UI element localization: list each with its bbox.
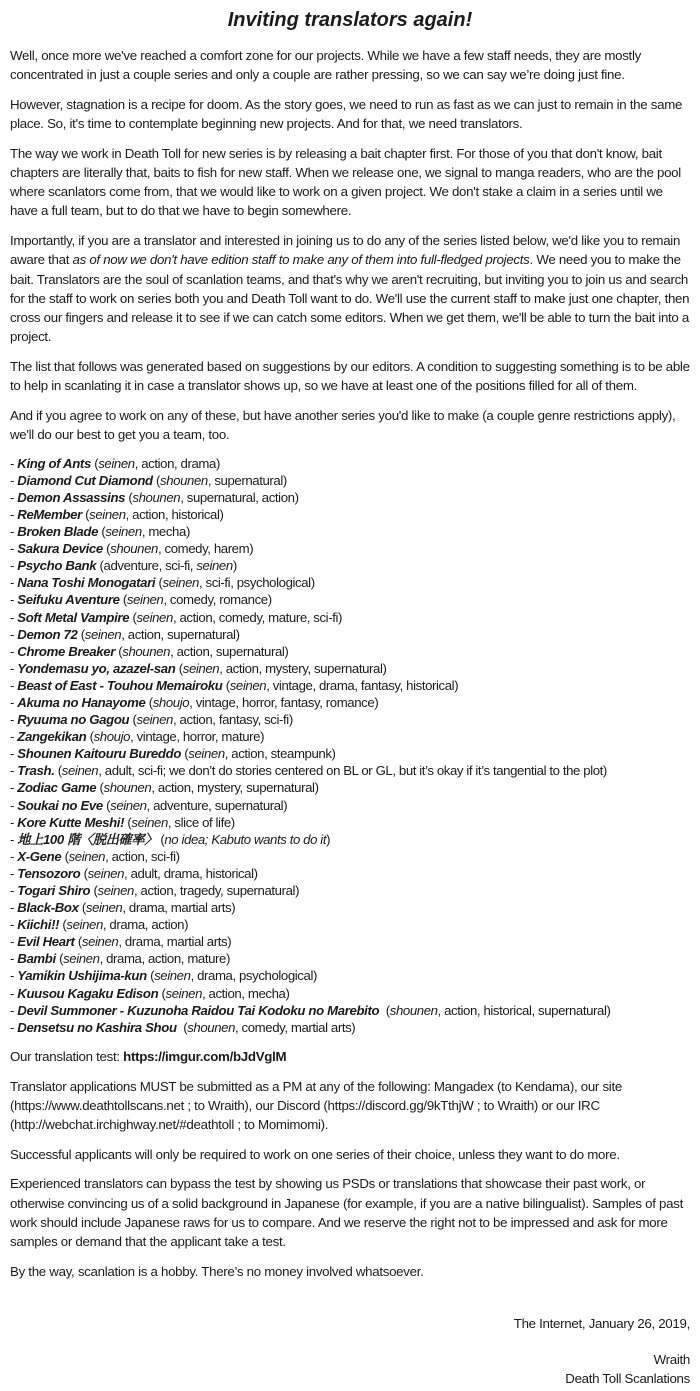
paragraph bbox=[10, 231, 690, 346]
series-title: Togari Shiro bbox=[17, 883, 91, 898]
paragraph bbox=[10, 1077, 690, 1135]
series-genres: shoujo, vintage, horror, mature bbox=[93, 729, 261, 745]
series-genres: seinen, action, steampunk bbox=[188, 746, 332, 762]
series-genres: seinen, adult, sci-fi; we don’t do stories centered on BL or GL, but it’s okay if it’s tangential to the plot bbox=[61, 763, 603, 779]
genre-demographic: seinen bbox=[136, 712, 173, 728]
series-title: Psycho Bank bbox=[17, 558, 97, 574]
genre-demographic: seinen bbox=[162, 575, 199, 591]
series-title: Evil Heart bbox=[17, 934, 75, 950]
genre-demographic: seinen bbox=[66, 917, 103, 933]
series-list-item: - Bambi (seinen, drama, action, mature) bbox=[10, 951, 230, 967]
genre-demographic: seinen bbox=[136, 609, 173, 625]
series-title: Ryuuma no Gagou bbox=[17, 712, 130, 728]
series-genres: seinen, comedy, romance bbox=[126, 592, 268, 608]
paragraph bbox=[10, 46, 690, 84]
series-title: Chrome Breaker bbox=[17, 643, 115, 659]
series-genres: shoujo, vintage, horror, fantasy, romance bbox=[152, 694, 375, 710]
genre-demographic: seinen bbox=[97, 883, 134, 898]
signature-block bbox=[514, 1314, 690, 1388]
series-title: Black-Box bbox=[17, 900, 79, 916]
series-genres: seinen, action, fantasy, sci-fi bbox=[136, 712, 289, 728]
text-segment: And if you agree to work on any of these, but have another series you'd like to make (a couple genre restrictions apply), we'll do our best to get you a team, too. bbox=[10, 407, 676, 442]
series-list-item: - Devil Summoner - Kuzunoha Raidou Tai Kodoku no Marebito (shounen, action, historical, supernatural) bbox=[10, 1002, 611, 1018]
genre-demographic: shounen bbox=[110, 541, 158, 557]
series-title: 地上100 階〈脱出確率〉 bbox=[17, 831, 158, 847]
genre-demographic: seinen bbox=[188, 746, 225, 762]
series-list-item: - Ryuuma no Gagou (seinen, action, fantasy, sci-fi) bbox=[10, 712, 293, 728]
series-list-item: - Diamond Cut Diamond (shounen, supernatural) bbox=[10, 472, 287, 488]
series-title: Kiichi!! bbox=[17, 917, 60, 933]
genre-demographic: seinen bbox=[61, 763, 99, 779]
signature-group: Death Toll Scanlations bbox=[565, 1370, 690, 1386]
genre-demographic: seinen bbox=[85, 900, 123, 916]
genre-demographic: shounen bbox=[389, 1002, 438, 1018]
series-genres: seinen, action, mecha bbox=[165, 985, 286, 1001]
series-title: Devil Summoner - Kuzunoha Raidou Tai Kodoku no Marebito bbox=[17, 1002, 380, 1018]
series-genres: seinen, mecha bbox=[105, 524, 186, 540]
series-list-item: - ReMember (seinen, action, historical) bbox=[10, 506, 224, 522]
text-segment: Well, once more we've reached a comfort zone for our projects. While we have a few staff needs, they are mostly concentrated in just a couple series and only a couple are rather pressing, so we can say we’re doing just fine. bbox=[10, 48, 641, 83]
series-genres: shounen, action, historical, supernatural bbox=[389, 1002, 607, 1018]
series-list-item: - X-Gene (seinen, action, sci-fi) bbox=[10, 848, 180, 864]
text-segment: Experienced translators can bypass the test by showing us PSDs or translations that showcase their past work, or otherwise convincing us of a solid background in Japanese (for example, if you are a native bilingualist). Samples of past work should include Japanese raws for us to compare. And we reserve the right not to be impressed and ask for more samples or demand that the applicant take a test. bbox=[10, 1176, 683, 1249]
series-title: Kuusou Kagaku Edison bbox=[17, 985, 159, 1001]
series-genres: no idea; Kabuto wants to do it bbox=[164, 831, 327, 847]
series-genres: seinen, vintage, drama, fantasy, historical bbox=[229, 677, 455, 693]
text-segment: . We need you to make the bait. Translators are the soul of scanlation teams, and that's why we aren't recruiting, but inviting you to join us and search for the staff to work on series both you and Death Toll want to do. We'll use the current staff to make just one chapter, then cross our fingers and release it to see if we can catch some editors. When we get them, we'll be able to turn the bait into a project. bbox=[10, 252, 690, 345]
series-list-item: - Nana Toshi Monogatari (seinen, sci-fi, psychological) bbox=[10, 575, 315, 591]
genre-demographic: seinen bbox=[196, 558, 233, 574]
series-title: Yondemasu yo, azazel-san bbox=[17, 660, 176, 676]
genre-demographic: shounen bbox=[132, 489, 181, 505]
series-list-item: - Psycho Bank (adventure, sci-fi, seinen) bbox=[10, 558, 237, 574]
paragraph bbox=[10, 406, 690, 444]
series-genres: shounen, comedy, martial arts bbox=[187, 1019, 352, 1035]
series-genres: shounen, comedy, harem bbox=[110, 541, 250, 557]
genre-demographic: seinen bbox=[131, 814, 168, 830]
series-list-item: - Kore Kutte Meshi! (seinen, slice of life) bbox=[10, 814, 235, 830]
series-genres: seinen, action, mystery, supernatural bbox=[182, 660, 383, 676]
series-list-item: - Yondemasu yo, azazel-san (seinen, action, mystery, supernatural) bbox=[10, 660, 387, 676]
series-title: Nana Toshi Monogatari bbox=[17, 575, 156, 591]
genre-demographic: seinen bbox=[154, 968, 191, 984]
series-list-item: - Densetsu no Kashira Shou (shounen, comedy, martial arts) bbox=[10, 1019, 356, 1035]
series-list-item: - Demon Assassins (shounen, supernatural, action) bbox=[10, 489, 299, 505]
genre-demographic: seinen bbox=[84, 626, 122, 642]
series-genres: seinen, action, sci-fi bbox=[68, 848, 176, 864]
paragraph bbox=[10, 95, 690, 133]
series-title: Demon 72 bbox=[17, 626, 78, 642]
series-title: Trash. bbox=[17, 763, 55, 779]
series-list-item: - Seifuku Aventure (seinen, comedy, romance) bbox=[10, 592, 272, 608]
paragraph bbox=[10, 1047, 690, 1066]
series-genres: seinen, action, historical bbox=[89, 506, 220, 522]
genre-demographic: shoujo bbox=[152, 694, 190, 710]
series-title: Demon Assassins bbox=[17, 489, 126, 505]
text-segment: By the way, scanlation is a hobby. There’s no money involved whatsoever. bbox=[10, 1263, 424, 1279]
genre-demographic: shounen bbox=[160, 472, 208, 488]
text-segment: Our translation test: bbox=[10, 1048, 124, 1064]
series-list-item: - Beast of East - Touhou Memairoku (seinen, vintage, drama, fantasy, historical) bbox=[10, 677, 459, 693]
series-genres: seinen, drama, martial arts bbox=[85, 900, 232, 916]
series-genres: shounen, supernatural, action bbox=[132, 489, 295, 505]
series-title: Zodiac Game bbox=[17, 780, 97, 796]
series-genres: shounen, supernatural bbox=[160, 472, 283, 488]
italic-text: as of now we don't have edition staff to make any of them into full-fledged projects bbox=[72, 252, 530, 268]
series-title: Diamond Cut Diamond bbox=[17, 472, 153, 488]
series-title: Soft Metal Vampire bbox=[17, 609, 130, 625]
series-genres: seinen, drama, psychological bbox=[154, 968, 313, 984]
genre-demographic: shounen bbox=[103, 780, 152, 796]
genre-demographic: seinen bbox=[165, 985, 203, 1001]
series-genres: seinen, drama, action bbox=[66, 917, 185, 933]
text-segment: However, stagnation is a recipe for doom. As the story goes, we need to run as fast as we can just to remain in the same place. So, it's time to contemplate beginning new projects. And for that, we need translators. bbox=[10, 96, 683, 132]
paragraph bbox=[10, 1145, 690, 1164]
series-genres: seinen, sci-fi, psychological bbox=[162, 575, 311, 591]
series-list-item: - Shounen Kaitouru Bureddo (seinen, action, steampunk) bbox=[10, 746, 336, 762]
series-title: Yamikin Ushijima-kun bbox=[17, 968, 147, 984]
genre-demographic: seinen bbox=[63, 951, 100, 967]
text-segment: Successful applicants will only be required to work on one series of their choice, unless they want to do more. bbox=[10, 1146, 620, 1162]
intro-paragraphs bbox=[10, 46, 690, 444]
series-title: King of Ants bbox=[17, 455, 91, 471]
series-genres: shounen, action, supernatural bbox=[122, 643, 285, 659]
series-genres: adventure, sci-fi, seinen bbox=[103, 558, 233, 574]
genre-demographic: seinen bbox=[126, 592, 164, 608]
series-list-item: - 地上100 階〈脱出確率〉 (no idea; Kabuto wants to do it) bbox=[10, 831, 331, 847]
series-title: Densetsu no Kashira Shou bbox=[17, 1019, 177, 1035]
signature-dateline: The Internet, January 26, 2019, bbox=[513, 1316, 690, 1332]
text-segment: The way we work in Death Toll for new series is by releasing a bait chapter first. For those of you that don't know, bait chapters are literally that, baits to fish for new staff. When we release one, we signal to manga readers, who are the pool where scanlators come from, that we would like to work on a given project. We don't stake a claim in a series until we have a full team, but to do that we have to begin somewhere. bbox=[10, 145, 681, 219]
series-genres: seinen, adventure, supernatural bbox=[110, 797, 284, 813]
series-title: Kore Kutte Meshi! bbox=[17, 814, 125, 830]
series-list-item: - Trash. (seinen, adult, sci-fi; we don’t do stories centered on BL or GL, but it’s okay if it’s tangential to the plot) bbox=[10, 763, 607, 779]
text-segment: The list that follows was generated based on suggestions by our editors. A condition to suggesting something is to be able to help in scanlating it in case a translator shows up, so we have at least one of the positions filled for all of them. bbox=[10, 358, 690, 394]
series-list-item: - Kiichi!! (seinen, drama, action) bbox=[10, 917, 189, 933]
genre-demographic: seinen bbox=[98, 455, 135, 471]
series-list-item: - Demon 72 (seinen, action, supernatural) bbox=[10, 626, 240, 642]
series-title: X-Gene bbox=[17, 848, 62, 864]
series-title: Shounen Kaitouru Bureddo bbox=[17, 746, 182, 762]
closing-paragraphs bbox=[10, 1047, 690, 1281]
series-genres: seinen, action, drama bbox=[98, 455, 216, 471]
series-genres: shounen, action, mystery, supernatural bbox=[103, 780, 315, 796]
series-list-item: - Togari Shiro (seinen, action, tragedy, supernatural) bbox=[10, 883, 300, 898]
paragraph bbox=[10, 1174, 690, 1251]
signature-name: Wraith bbox=[653, 1351, 690, 1367]
series-list-item: - Soft Metal Vampire (seinen, action, comedy, mature, sci-fi) bbox=[10, 609, 342, 625]
series-title: Beast of East - Touhou Memairoku bbox=[17, 677, 223, 693]
genre-demographic: seinen bbox=[68, 848, 106, 864]
genre-demographic: seinen bbox=[81, 934, 119, 950]
series-list-item: - King of Ants (seinen, action, drama) bbox=[10, 455, 220, 471]
paragraph bbox=[10, 1262, 690, 1281]
genre-demographic: shounen bbox=[122, 643, 171, 659]
text-segment: Importantly, if you are a translator and interested in joining us to do any of the series listed below, we'd like you to remain aware that bbox=[10, 233, 681, 268]
series-genres: seinen, drama, action, mature bbox=[63, 951, 226, 967]
series-genres: seinen, slice of life bbox=[131, 814, 231, 830]
genre-demographic: seinen bbox=[87, 865, 125, 881]
series-title: ReMember bbox=[17, 506, 82, 522]
series-genres: seinen, action, tragedy, supernatural bbox=[97, 883, 296, 898]
series-list-item: - Tensozoro (seinen, adult, drama, historical) bbox=[10, 865, 258, 881]
bold-text: https://imgur.com/bJdVglM bbox=[123, 1048, 287, 1064]
series-title: Zangekikan bbox=[17, 729, 87, 745]
genre-demographic: seinen bbox=[110, 797, 147, 813]
series-title: Sakura Device bbox=[17, 541, 103, 557]
series-list-item: - Soukai no Eve (seinen, adventure, supernatural) bbox=[10, 797, 288, 813]
series-list-item: - Zangekikan (shoujo, vintage, horror, mature) bbox=[10, 729, 265, 745]
page-title: Inviting translators again! bbox=[227, 9, 473, 31]
series-list-item: - Yamikin Ushijima-kun (seinen, drama, psychological) bbox=[10, 968, 317, 984]
series-list-item: - Zodiac Game (shounen, action, mystery, supernatural) bbox=[10, 780, 319, 796]
series-genres: seinen, adult, drama, historical bbox=[87, 865, 254, 881]
genre-demographic: seinen bbox=[89, 506, 126, 522]
series-title: Bambi bbox=[17, 951, 56, 967]
paragraph bbox=[10, 144, 690, 221]
series-list-item: - Broken Blade (seinen, mecha) bbox=[10, 524, 190, 540]
series-genres: seinen, drama, martial arts bbox=[81, 934, 228, 950]
genre-demographic: shoujo bbox=[93, 729, 131, 745]
series-list-item: - Black-Box (seinen, drama, martial arts) bbox=[10, 900, 236, 916]
genre-demographic: seinen bbox=[229, 677, 267, 693]
series-list bbox=[10, 455, 690, 1036]
series-list-item: - Akuma no Hanayome (shoujo, vintage, horror, fantasy, romance) bbox=[10, 694, 379, 710]
series-title: Seifuku Aventure bbox=[17, 592, 120, 608]
series-genres: seinen, action, supernatural bbox=[84, 626, 236, 642]
series-list-item: - Sakura Device (shounen, comedy, harem) bbox=[10, 541, 254, 557]
series-list-item: - Kuusou Kagaku Edison (seinen, action, mecha) bbox=[10, 985, 290, 1001]
series-list-item: - Chrome Breaker (shounen, action, supernatural) bbox=[10, 643, 289, 659]
genre-demographic: shounen bbox=[187, 1019, 236, 1035]
text-segment: Translator applications MUST be submitted as a PM at any of the following: Mangadex (to Kendama), our site (https://www.deathtollscans.net ; to Wraith), our Discord (https://discord.gg/9kTthjW ; to Wraith) or our IRC (http://webchat.irchighway.net/#deathtoll ; to Momimomi). bbox=[10, 1078, 622, 1132]
genre-demographic: seinen bbox=[182, 660, 220, 676]
series-list-item: - Evil Heart (seinen, drama, martial arts) bbox=[10, 934, 232, 950]
series-title: Broken Blade bbox=[17, 524, 99, 540]
series-title: Soukai no Eve bbox=[17, 797, 103, 813]
series-title: Tensozoro bbox=[17, 865, 81, 881]
genre-demographic: seinen bbox=[105, 524, 142, 540]
series-genres: seinen, action, comedy, mature, sci-fi bbox=[136, 609, 338, 625]
series-title: Akuma no Hanayome bbox=[17, 694, 146, 710]
paragraph bbox=[10, 357, 690, 395]
